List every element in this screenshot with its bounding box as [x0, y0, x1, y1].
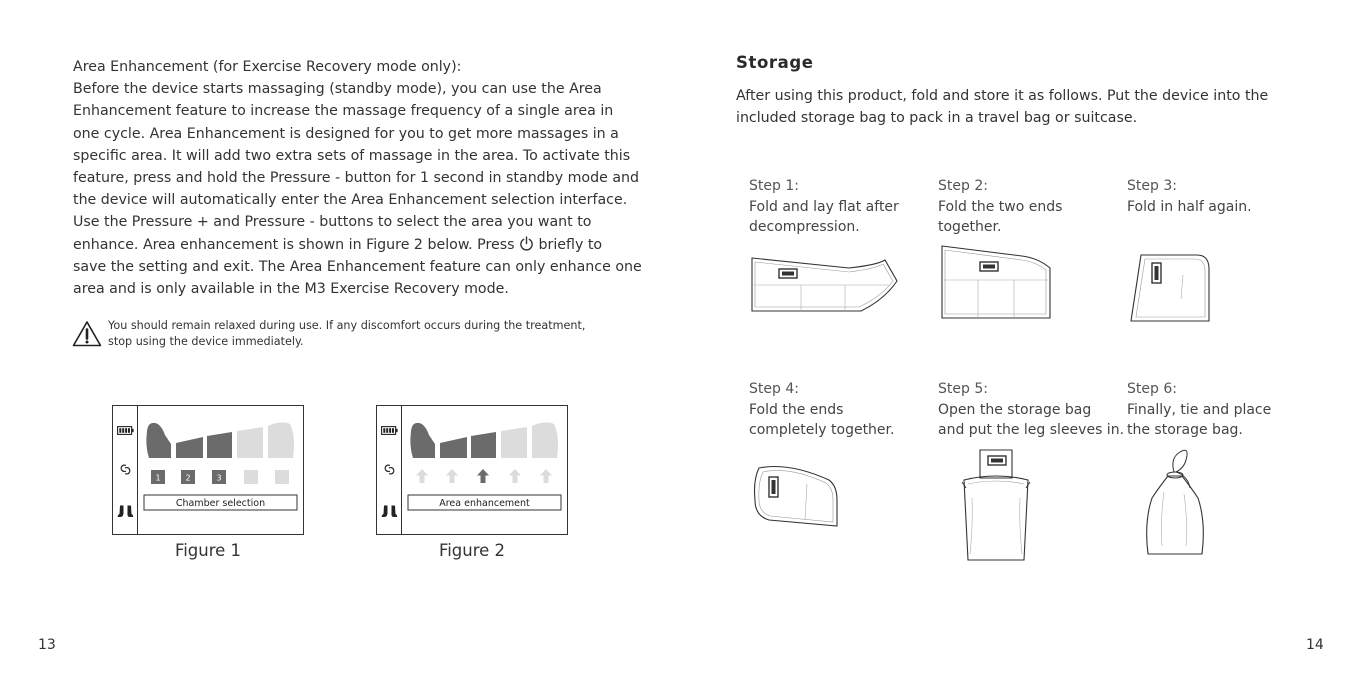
step-6 [1127, 379, 1307, 441]
step-title: Step 5: [938, 381, 988, 397]
step-text: Fold the ends [749, 401, 844, 418]
step-text: decompression. [749, 219, 860, 235]
step-title: Step 6: [1127, 381, 1177, 397]
step-title: Step 1: [749, 178, 799, 194]
chamber-number: 3 [216, 473, 222, 483]
chamber-2 [440, 437, 467, 458]
chamber-number-box [275, 470, 289, 484]
up-arrow-icon [477, 469, 489, 483]
step-text: the storage bag. [1127, 422, 1243, 438]
chamber-number: 2 [185, 473, 191, 483]
legs-icon [381, 505, 398, 518]
chamber-4 [237, 427, 263, 458]
step-1-illustration [749, 255, 901, 315]
step-text: Fold and lay flat after [749, 198, 899, 215]
step-text: Open the storage bag [938, 401, 1092, 418]
step-text: together. [938, 219, 1002, 235]
warning-text [108, 318, 585, 349]
chamber-5 [268, 422, 294, 458]
legs-icon [117, 505, 134, 518]
step-title: Step 4: [749, 381, 799, 397]
link-icon [382, 462, 397, 477]
page-number-left: 13 [38, 637, 56, 653]
chamber-3 [471, 432, 496, 458]
intro-line: included storage bag to pack in a travel bag or suitcase. [736, 109, 1138, 126]
chamber-display [139, 406, 305, 534]
step-text: completely together. [749, 422, 895, 438]
up-arrow-icon [540, 469, 552, 483]
paragraph-line: Use the Pressure + and Pressure - buttons to select the area you want to [73, 214, 592, 231]
storage-intro [736, 86, 1296, 129]
warning-line: stop using the device immediately. [108, 334, 304, 348]
step-2-illustration [938, 242, 1056, 324]
paragraph-line: the device will automatically enter the Area Enhancement selection interface. [73, 192, 628, 209]
up-arrow-icon [416, 469, 428, 483]
warning-icon [72, 320, 102, 347]
step-4 [749, 379, 929, 441]
paragraph-line: specific area. It will add two extra sets of massage in the area. To activate this [73, 147, 631, 164]
chamber-2 [176, 437, 203, 458]
chamber-number-box [244, 470, 258, 484]
step-4-illustration [749, 460, 845, 532]
step-text: Fold the two ends [938, 198, 1063, 215]
page-number-right: 14 [1306, 637, 1324, 653]
step-6-illustration [1140, 442, 1210, 562]
chamber-3 [207, 432, 232, 458]
warning-note [72, 318, 632, 354]
step-2 [938, 176, 1118, 238]
figure-2-area-enhancement [376, 405, 568, 535]
step-5 [938, 379, 1125, 441]
warning-line: You should remain relaxed during use. If any discomfort occurs during the treatment, [108, 319, 586, 332]
paragraph-line: area and is only available in the M3 Exercise Recovery mode. [73, 281, 509, 298]
figure-2-caption: Figure 2 [438, 541, 506, 560]
paragraph-line: Enhancement feature to increase the massage frequency of a single area in [73, 103, 614, 120]
step-title: Step 2: [938, 178, 988, 194]
step-5-illustration [956, 448, 1036, 564]
step-3-illustration [1127, 245, 1217, 327]
chamber-5 [532, 422, 558, 458]
figure-1-caption: Figure 1 [174, 541, 242, 560]
storage-heading: Storage [736, 53, 814, 72]
paragraph-line [73, 234, 633, 256]
paragraph-line: save the setting and exit. The Area Enhancement feature can only enhance one [73, 258, 642, 275]
paragraph-text: enhance. Area enhancement is shown in Figure 2 below. Press [73, 236, 515, 253]
figure-1-chamber-selection [112, 405, 304, 535]
chamber-display [403, 406, 569, 534]
paragraph-line: one cycle. Area Enhancement is designed for you to get more massages in a [73, 125, 619, 142]
step-text: Fold in half again. [1127, 198, 1252, 215]
mode-label: Area enhancement [439, 498, 530, 509]
intro-line: After using this product, fold and store it as follows. Put the device into the [736, 88, 1269, 104]
battery-icon [381, 426, 398, 435]
step-text: and put the leg sleeves in. [938, 422, 1125, 438]
paragraph-line: Area Enhancement (for Exercise Recovery mode only): [73, 59, 462, 75]
power-icon [519, 236, 534, 251]
step-title: Step 3: [1127, 178, 1177, 194]
battery-icon [117, 426, 134, 435]
paragraph-line: feature, press and hold the Pressure - button for 1 second in standby mode and [73, 170, 640, 187]
step-text: Finally, tie and place [1127, 401, 1272, 418]
paragraph-text: briefly to [538, 236, 603, 253]
chamber-1 [410, 423, 435, 458]
step-1 [749, 176, 929, 238]
chamber-4 [501, 427, 527, 458]
chamber-number: 1 [155, 473, 161, 483]
area-enhancement-paragraph [73, 56, 642, 300]
step-3 [1127, 176, 1307, 217]
paragraph-line: Before the device starts massaging (standby mode), you can use the Area [73, 81, 602, 98]
chamber-1 [146, 423, 171, 458]
up-arrow-icon [446, 469, 458, 483]
mode-label: Chamber selection [175, 498, 266, 509]
link-icon [118, 462, 133, 477]
figure-sidebar [377, 406, 402, 534]
figure-sidebar [113, 406, 138, 534]
up-arrow-icon [509, 469, 521, 483]
